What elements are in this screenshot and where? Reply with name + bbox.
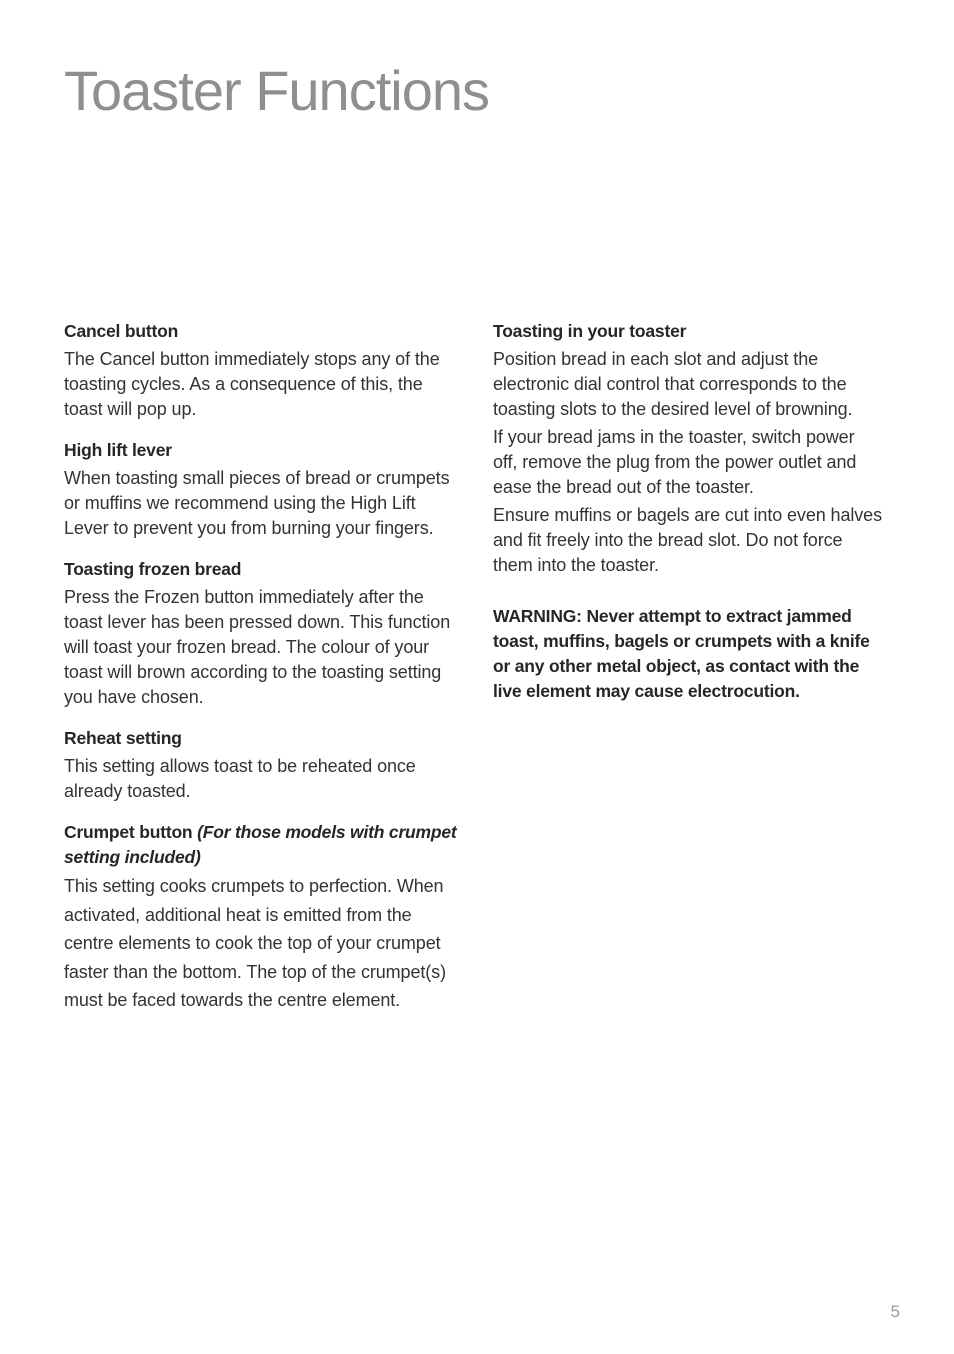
section-text: When toasting small pieces of bread or crumpets or muffins we recommend using the High Lift Lever to prevent you from burning your fingers. [64,468,450,538]
right-column [493,319,883,720]
section-cancel-button [64,319,464,422]
section-high-lift-lever [64,438,464,541]
section-heading: Toasting frozen bread [64,559,242,579]
section-toasting-in-your-toaster [493,319,883,578]
section-heading: Cancel button [64,321,179,341]
section-reheat-setting [64,726,464,804]
section-crumpet-button [64,820,464,1015]
section-heading: Toasting in your toaster [493,321,687,341]
warning-text: WARNING: Never attempt to extract jammed toast, muffins, bagels or crumpets with a knife or any other metal object, as contact with the live element may cause electrocution. [493,606,870,701]
section-toasting-frozen-bread [64,557,464,710]
section-text-paragraph: Position bread in each slot and adjust the electronic dial control that corresponds to the toasting slots to the desired level of browning. [493,349,853,419]
section-heading: High lift lever [64,440,172,460]
section-text: This setting allows toast to be reheated once already toasted. [64,756,416,801]
left-column [64,319,464,1031]
section-text-paragraph: Ensure muffins or bagels are cut into even halves and fit freely into the bread slot. Do not force them into the toaster. [493,505,882,575]
section-heading-italic-note: (For those models with crumpet setting included) [64,822,457,867]
section-heading-bold: Crumpet button [64,822,193,842]
page-number: 5 [890,1302,900,1321]
section-heading: Reheat setting [64,728,182,748]
section-text: The Cancel button immediately stops any of the toasting cycles. As a consequence of this, the toast will pop up. [64,349,440,419]
section-text-paragraph: If your bread jams in the toaster, switch power off, remove the plug from the power outlet and ease the bread out of the toaster. [493,427,857,497]
section-warning [493,604,883,704]
page-title: Toaster Functions [64,59,489,122]
section-text: This setting cooks crumpets to perfection. When activated, additional heat is emitted from the centre elements to cook the top of your crumpet faster than the bottom. The top of the crumpet(s) must be faced towards the centre element. [64,876,446,1010]
section-text: Press the Frozen button immediately after the toast lever has been pressed down. This function will toast your frozen bread. The colour of your toast will brown according to the toasting setting you have chosen. [64,587,451,707]
section-heading [64,820,464,870]
